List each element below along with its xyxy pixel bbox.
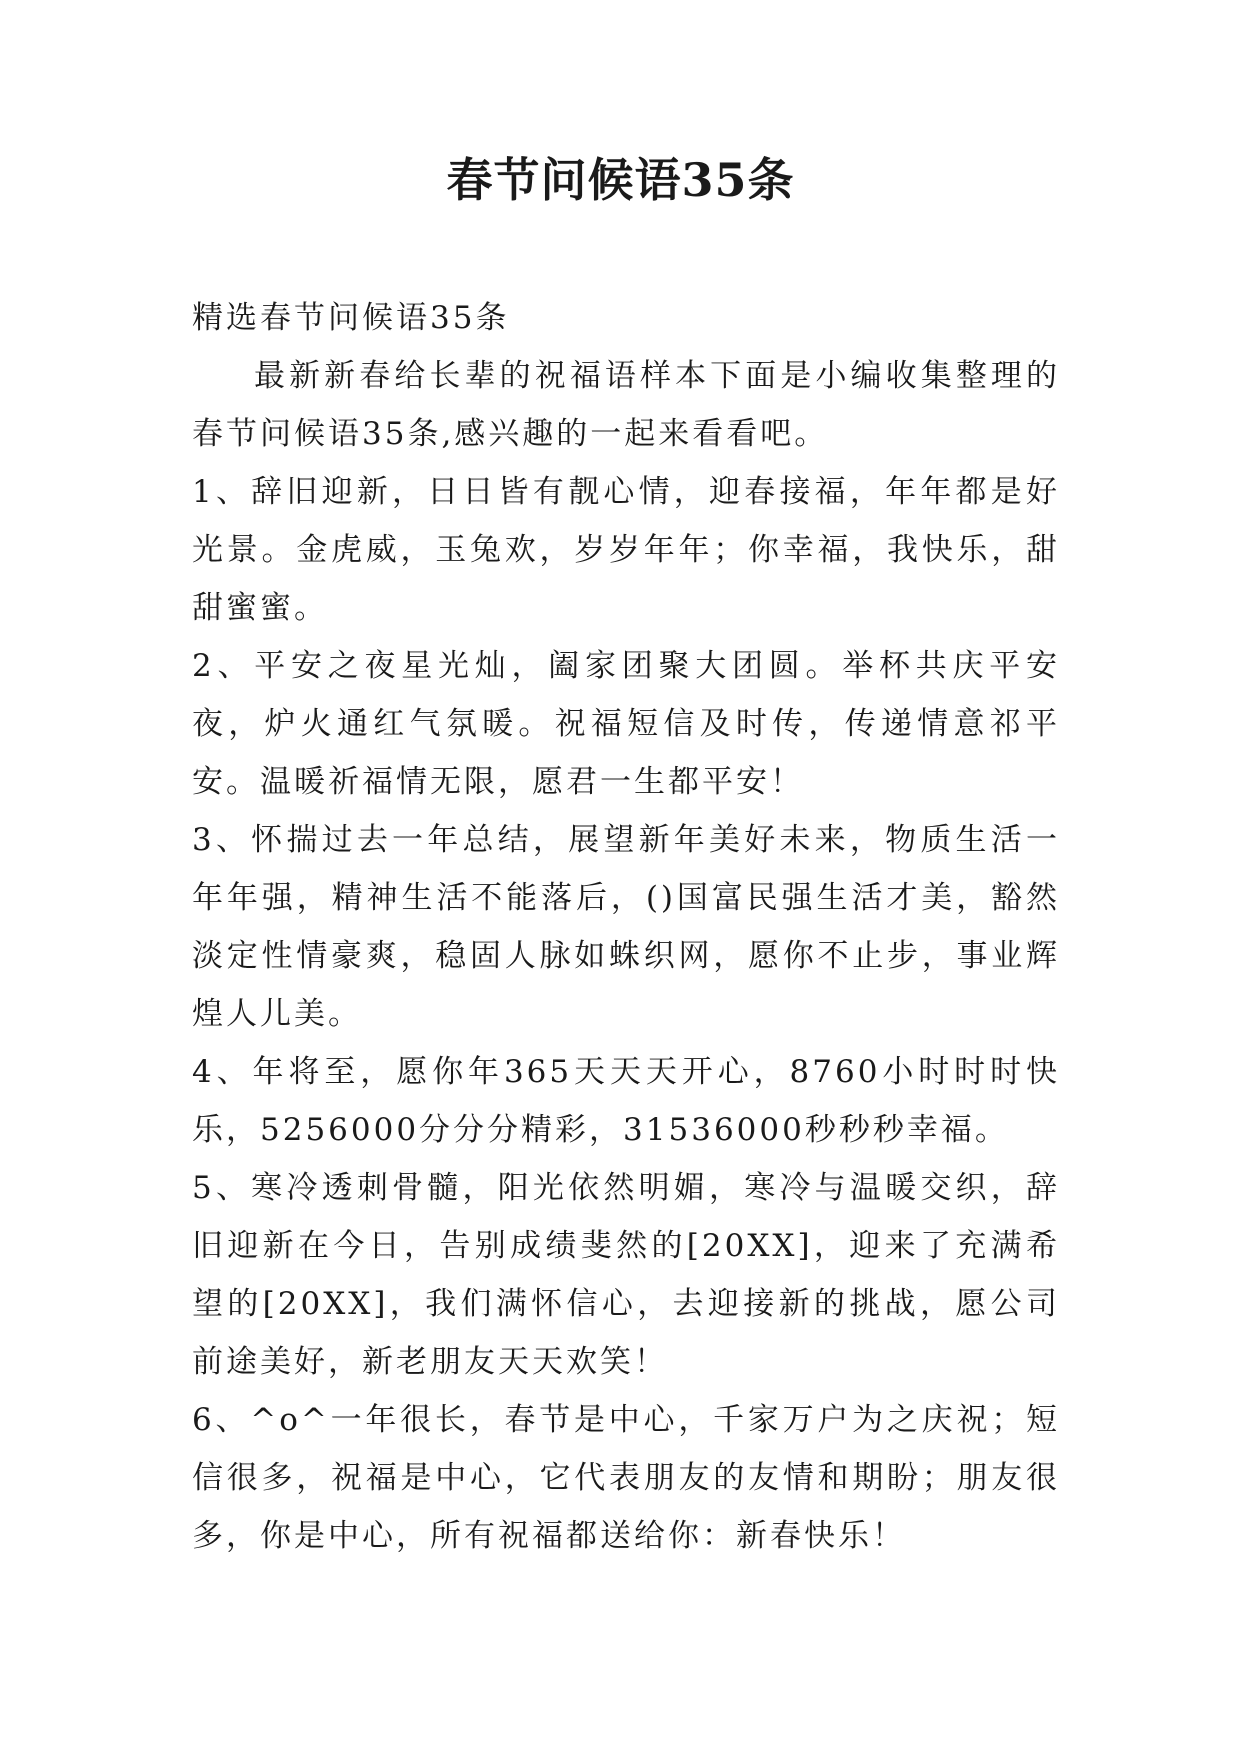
document-body (192, 289, 1060, 1565)
document-title: 春节问候语35条 (446, 153, 795, 207)
greeting-item-6: 6、^o^一年很长，春节是中心，千家万户为之庆祝；短信很多，祝福是中心，它代表朋友的友情和期盼；朋友很多，你是中心，所有祝福都送给你：新春快乐！ (192, 1402, 1060, 1554)
greeting-item-5: 5、寒冷透刺骨髓，阳光依然明媚，寒冷与温暖交织，辞旧迎新在今日，告别成绩斐然的[20XX]，迎来了充满希望的[20XX]，我们满怀信心，去迎接新的挑战，愿公司前途美好，新老朋友天天欢笑！ (192, 1170, 1060, 1380)
greeting-item-1: 1、辞旧迎新，日日皆有靓心情，迎春接福，年年都是好光景。金虎威，玉兔欢，岁岁年年；你幸福，我快乐，甜甜蜜蜜。 (192, 474, 1060, 626)
greeting-item-4: 4、年将至，愿你年365天天天开心，8760小时时时快乐，5256000分分分精彩，31536000秒秒秒幸福。 (192, 1054, 1060, 1148)
document-subtitle: 精选春节问候语35条 (192, 300, 510, 336)
greeting-item-3: 3、怀揣过去一年总结，展望新年美好未来，物质生活一年年强，精神生活不能落后，()国富民强生活才美，豁然淡定性情豪爽，稳固人脉如蛛织网，愿你不止步，事业辉煌人儿美。 (192, 822, 1060, 1032)
greeting-item-2: 2、平安之夜星光灿，阖家团聚大团圆。举杯共庆平安夜，炉火通红气氛暖。祝福短信及时传，传递情意祁平安。温暖祈福情无限，愿君一生都平安！ (192, 648, 1060, 800)
intro-paragraph: 最新新春给长辈的祝福语样本下面是小编收集整理的春节问候语35条,感兴趣的一起来看看吧。 (192, 358, 1060, 452)
